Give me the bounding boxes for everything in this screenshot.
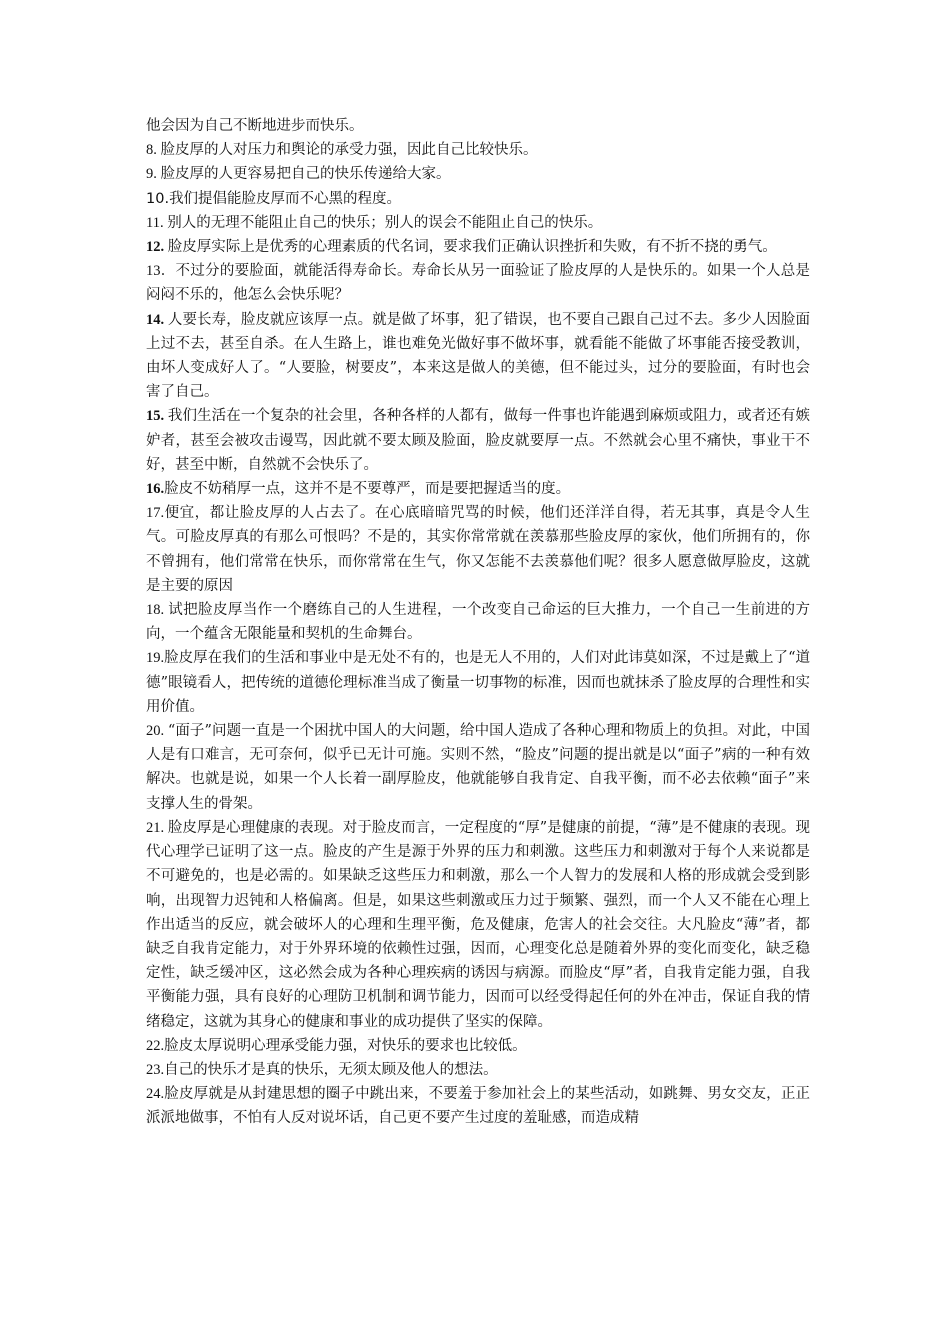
item-text: 自己的快乐才是真的快乐，无须太顾及他人的想法。 — [164, 1061, 498, 1078]
item-text: 脸皮厚实际上是优秀的心理素质的代名词，要求我们正确认识挫折和失败，有不折不挠的勇气。 — [167, 239, 777, 256]
list-item-9 — [146, 162, 810, 186]
item-number: 23. — [146, 1061, 165, 1078]
item-number: 15. — [146, 408, 168, 425]
item-text: 脸皮厚的人更容易把自己的快乐传递给大家。 — [160, 166, 451, 183]
item-text: 脸皮厚就是从封建思想的圈子中跳出来，不要羞于参加社会上的某些活动，如跳舞、男女交友，正正派派地做事，不怕有人反对说坏话，自己更不要产生过度的羞耻感，而造成精 — [146, 1086, 810, 1127]
item-number: 10. — [146, 190, 170, 207]
item-number: 14. — [146, 311, 168, 328]
paragraph-text: 他会因为自己不断地进步而快乐。 — [146, 118, 364, 134]
list-item-10 — [146, 187, 810, 211]
item-number: 13． — [146, 263, 176, 280]
item-number: 12. — [146, 239, 168, 256]
item-text: 我们生活在一个复杂的社会里，各种各样的人都有，做每一件事也许能遇到麻烦或阻力，或者还有嫉妒者，甚至会被攻击谩骂，因此就不要太顾及脸面，脸皮就要厚一点。不然就会心里不痛快，事业干不好，甚至中断，自然就不会快乐了。 — [146, 408, 811, 473]
item-number: 22. — [146, 1037, 165, 1054]
item-number: 24. — [146, 1086, 165, 1103]
item-text: 脸皮太厚说明心理承受能力强，对快乐的要求也比较低。 — [164, 1037, 527, 1054]
list-item-11 — [146, 211, 810, 235]
list-item-22 — [146, 1034, 810, 1058]
list-item-14 — [146, 308, 810, 405]
item-number: 9. — [146, 166, 161, 183]
item-text: 我们提倡能脸皮厚而不心黑的程度。 — [169, 190, 402, 207]
list-item-23 — [146, 1058, 810, 1082]
list-item-16 — [146, 477, 810, 501]
item-text: 脸皮不妨稍厚一点，这并不是不要尊严，而是要把握适当的度。 — [164, 481, 571, 498]
list-item-19 — [146, 646, 810, 719]
item-text: 脸皮厚是心理健康的表现。对于脸皮而言，一定程度的“厚”是健康的前提，“薄”是不健康的表现。现代心理学已证明了这一点。脸皮的产生是源于外界的压力和刺激。这些压力和刺激对于每个人来说都是不可避免的，也是必需的。如果缺乏这些压力和刺激，那么一个人智力的发展和人格的形成就会受到影响，出现智力迟钝和人格偏离。但是，如果这些刺激或压力过于频繁、强烈，而一个人又不能在心理上作出适当的反应，就会破坏人的心理和生理平衡，危及健康，危害人的社会交往。大凡脸皮“薄”者，都缺乏自我肯定能力，对于外界环境的依赖性过强，因而，心理变化总是随着外界的变化而变化，缺乏稳定性，缺乏缓冲区，这必然会成为各种心理疾病的诱因与病源。而脸皮“厚”者，自我肯定能力强，自我平衡能力强，具有良好的心理防卫机制和调节能力，因而可以经受得起任何的外在冲击，保证自我的情绪稳定，这就为其身心的健康和事业的成功提供了坚实的保障。 — [146, 819, 810, 1030]
item-text: 别人的无理不能阻止自己的快乐；别人的误会不能阻止自己的快乐。 — [167, 214, 603, 231]
item-text: 不过分的要脸面，就能活得寿命长。寿命长从另一面验证了脸皮厚的人是快乐的。如果一个人总是闷闷不乐的，他怎么会快乐呢？ — [146, 263, 811, 304]
item-number: 8. — [146, 142, 161, 159]
document-body — [146, 114, 810, 1131]
item-number: 18. — [146, 602, 169, 619]
item-number: 19. — [146, 650, 165, 667]
item-text: “面子”问题一直是一个困扰中国人的大问题，给中国人造成了各种心理和物质上的负担。对此，中国人是有口难言，无可奈何，似乎已无计可施。实则不然，“脸皮”问题的提出就是以“面子”病的一种有效解决。也就是说，如果一个人长着一副厚脸皮，他就能够自我肯定、自我平衡，而不必去依赖“面子”来支撑人生的骨架。 — [146, 723, 811, 812]
list-item-20 — [146, 719, 810, 816]
item-number: 21. — [146, 819, 168, 836]
item-text: 脸皮厚在我们的生活和事业中是无处不有的，也是无人不用的，人们对此讳莫如深，不过是戴上了“道德”眼镜看人，把传统的道德伦理标准当成了衡量一切事物的标准，因而也就抹杀了脸皮厚的合理性和实用价值。 — [146, 650, 810, 715]
item-number: 11. — [146, 214, 168, 231]
item-number: 20. — [146, 723, 168, 740]
list-item-15 — [146, 404, 810, 477]
item-text: 试把脸皮厚当作一个磨练自己的人生进程，一个改变自己命运的巨大推力，一个自己一生前进的方向，一个蕴含无限能量和契机的生命舞台。 — [146, 602, 810, 643]
item-text: 人要长寿，脸皮就应该厚一点。就是做了坏事，犯了错误，也不要自己跟自己过不去。多少人因脸面上过不去，甚至自杀。在人生路上，谁也难免光做好事不做坏事，就看能不能做了坏事能否接受教训，由坏人变成好人了。“人要脸，树要皮”，本来这是做人的美德，但不能过头，过分的要脸面，有时也会害了自己。 — [146, 311, 811, 401]
list-item-18 — [146, 598, 810, 646]
list-item-21 — [146, 816, 810, 1034]
item-text: 脸皮厚的人对压力和舆论的承受力强，因此自己比较快乐。 — [160, 142, 538, 159]
list-item-12 — [146, 235, 810, 259]
item-number: 16. — [146, 481, 165, 498]
item-text: 便宜，都让脸皮厚的人占去了。在心底暗暗咒骂的时候，他们还洋洋自得，若无其事，真是令人生气。可脸皮厚真的有那么可恨吗？不是的，其实你常常就在羡慕那些脸皮厚的家伙，他们所拥有的，你不曾拥有，他们常常在快乐，而你常常在生气，你又怎能不去羡慕他们呢？很多人愿意做厚脸皮，这就是主要的原因 — [146, 505, 810, 594]
list-item-24 — [146, 1082, 810, 1130]
paragraph-continuation — [146, 114, 810, 138]
list-item-8 — [146, 138, 810, 162]
list-item-17 — [146, 501, 810, 598]
list-item-13 — [146, 259, 810, 307]
item-number: 17. — [146, 505, 165, 522]
